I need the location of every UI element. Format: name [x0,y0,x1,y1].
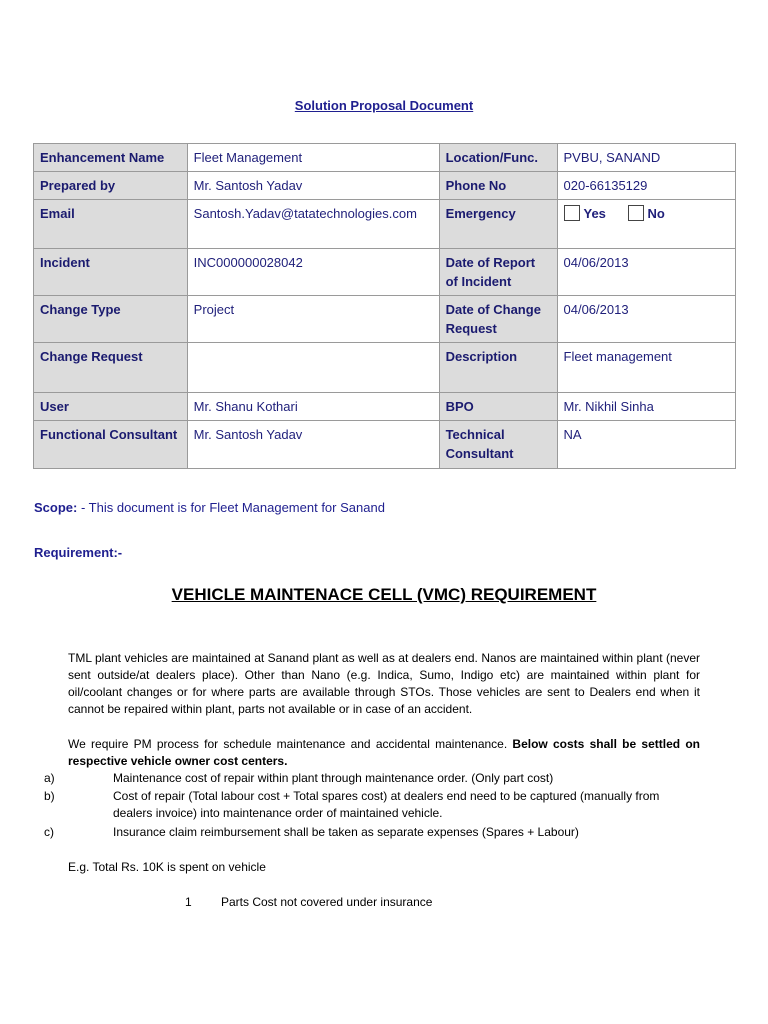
field-value: Mr. Santosh Yadav [187,172,439,200]
field-label: Technical Consultant [439,421,557,469]
list-text: Maintenance cost of repair within plant through maintenance order. (Only part cost) [113,771,554,785]
table-row [34,249,736,296]
field-label: Change Request [34,343,188,393]
field-label: User [34,393,188,421]
field-value: NA [557,421,736,469]
document-title: Solution Proposal Document [294,98,474,113]
field-label: Change Type [34,296,188,343]
requirement-heading: Requirement:- [34,545,123,560]
field-value: Fleet Management [187,144,439,172]
paragraph-text: We require PM process for schedule maintenance and accidental maintenance. [68,737,513,751]
table-row [34,200,736,249]
paragraph-bold-text: Below costs shall be settled on respective vehicle owner cost centers. [68,737,700,768]
info-table [33,143,736,469]
list-text: Cost of repair (Total labour cost + Total spares cost) at dealers end need to be captured (manually from dealers invoice) into maintenance order of maintained vehicle. [113,789,660,820]
field-label: Description [439,343,557,393]
checkbox-label: Yes [583,206,606,221]
list-marker: c) [44,825,54,839]
checkbox-yes[interactable] [564,205,580,221]
table-row [34,296,736,343]
table-row [34,172,736,200]
field-value: Mr. Nikhil Sinha [557,393,736,421]
field-value: INC000000028042 [187,249,439,296]
paragraph: TML plant vehicles are maintained at Sanand plant as well as at dealers end. Nanos are maintained within plant (never sent outside/at dealers place). Other than Nano (e.g. Indica, Sumo, Indigo etc) are maintained within plant for oil/coolant changes or for where parts are available through STOs. Those vehicles are sent to Dealers end when it cannot be repaired within plant, parts not available or in case of an accident. [68,651,700,716]
field-value: PVBU, SANAND [557,144,736,172]
list-item [44,770,700,787]
field-label: Incident [34,249,188,296]
example-line: E.g. Total Rs. 10K is spent on vehicle [68,860,266,874]
scope-label: Scope: [34,500,78,515]
field-value: Fleet management [557,343,736,393]
field-label: Location/Func. [439,144,557,172]
numbered-item [185,895,432,909]
emergency-yes-option[interactable] [564,204,606,223]
field-label: Phone No [439,172,557,200]
field-value: Project [187,296,439,343]
field-label: Emergency [439,200,557,249]
field-value [187,343,439,393]
scope-line [34,500,385,515]
table-row [34,421,736,469]
field-value: Mr. Shanu Kothari [187,393,439,421]
field-label: Prepared by [34,172,188,200]
list-marker: a) [44,771,55,785]
emergency-options [557,200,736,249]
list-item [44,788,700,822]
field-value: 04/06/2013 [557,249,736,296]
field-value: 020-66135129 [557,172,736,200]
section-title: VEHICLE MAINTENACE CELL (VMC) REQUIREMENT [171,585,597,604]
field-label: Email [34,200,188,249]
checkbox-no[interactable] [628,205,644,221]
field-label: Functional Consultant [34,421,188,469]
item-text: Parts Cost not covered under insurance [221,895,433,909]
table-row [34,343,736,393]
emergency-no-option[interactable] [628,204,665,223]
field-value: Santosh.Yadav@tatatechnologies.com [187,200,439,249]
paragraph [68,736,700,770]
checkbox-label: No [647,206,665,221]
field-label: Enhancement Name [34,144,188,172]
field-value: 04/06/2013 [557,296,736,343]
field-label: BPO [439,393,557,421]
list-text: Insurance claim reimbursement shall be taken as separate expenses (Spares + Labour) [113,825,579,839]
scope-text: - This document is for Fleet Management for Sanand [77,500,385,515]
list-marker: b) [44,789,55,803]
table-row [34,393,736,421]
field-value: Mr. Santosh Yadav [187,421,439,469]
field-label: Date of Report of Incident [439,249,557,296]
table-row [34,144,736,172]
field-label: Date of Change Request [439,296,557,343]
list-item [44,824,700,841]
item-number: 1 [185,895,192,909]
